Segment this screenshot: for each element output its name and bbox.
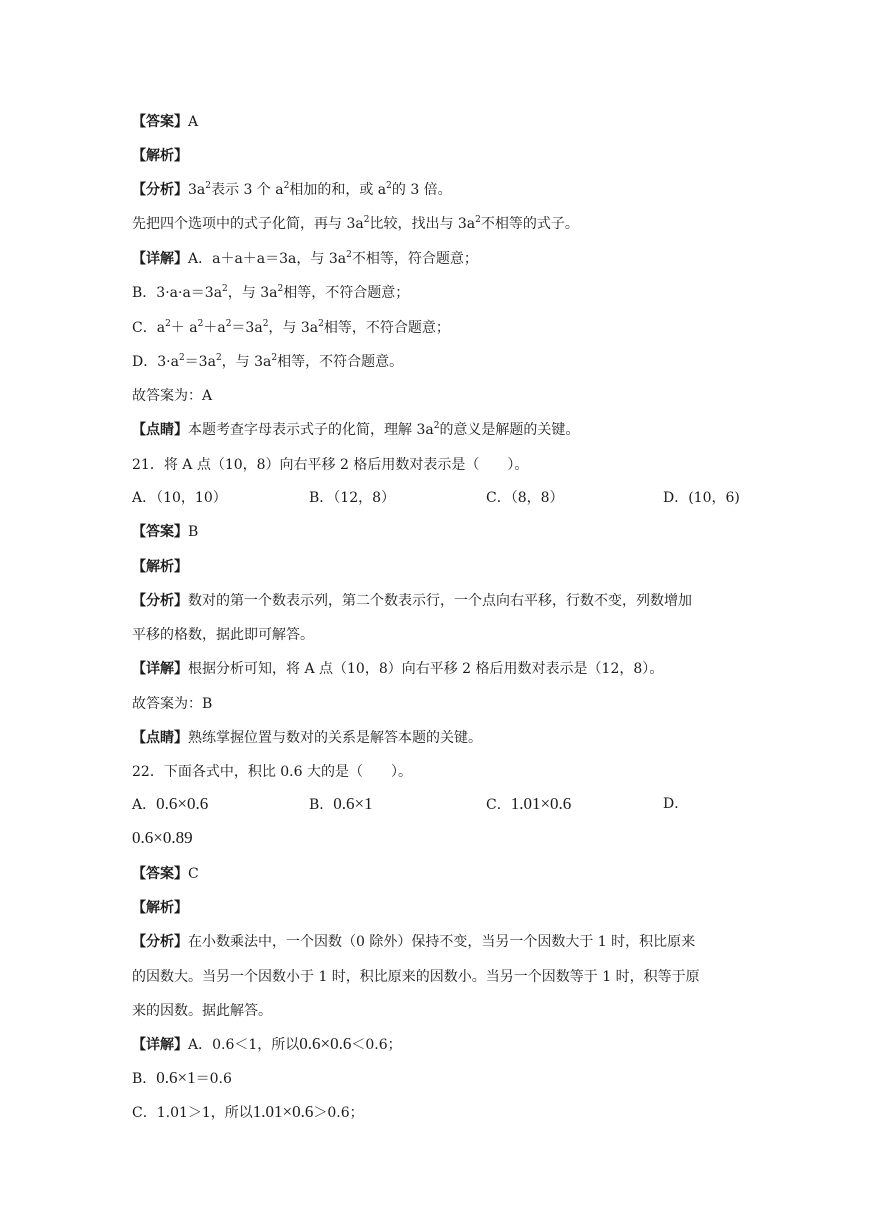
q21-fenxi-line-2: 平移的格数，据此即可解答。 (132, 627, 314, 643)
fenxi-label: 【分析】 (132, 593, 188, 609)
q20-fenxi-line: 【分析】$3a^2$表示 3 个 $a^2$相加的和，或 $a^2$的 3 倍。 (132, 181, 452, 198)
xiangjie-label: 【详解】 (132, 251, 188, 267)
xiangjie-label: 【详解】 (132, 661, 188, 677)
q22-detail-c: C．1.01＞1，所以1.01×0.6＞0.6； (132, 1102, 364, 1121)
q21-conclusion: 故答案为：B (132, 696, 213, 712)
q22-fenxi-line-3: 来的因数。据此解答。 (132, 1003, 272, 1019)
q20-detail-c: C．$a^2+ a^2+a^2=3a^2$，与 $3a^2$相等，不符合题意； (132, 319, 450, 336)
q22-fenxi-line: 【分析】在小数乘法中，一个因数（0 除外）保持不变，当另一个因数大于 1 时，积比原来 (132, 934, 696, 950)
q22-question: 22．下面各式中，积比 0.6 大的是（ ）。 (132, 764, 412, 780)
answer-value: B (188, 524, 199, 540)
q21-option-c: C．（8，8） (486, 490, 564, 506)
q22-fenxi-line-2: 的因数大。当另一个因数小于 1 时，积比原来的因数小。当另一个因数等于 1 时，积等于原 (132, 969, 700, 985)
answer-label: 【答案】 (132, 866, 188, 882)
math-expression: 0.6×1 (156, 1068, 196, 1087)
q20-conclusion: 故答案为：A (132, 388, 213, 404)
fenxi-label: 【分析】 (132, 182, 188, 198)
math-expression: 1.01×0.6 (252, 1102, 314, 1121)
q21-dianjing: 【点睛】熟练掌握位置与数对的关系是解答本题的关键。 (132, 730, 482, 746)
q21-detail: 【详解】根据分析可知，将 A 点（10，8）向右平移 2 格后用数对表示是（12，8）。 (132, 661, 664, 677)
q21-option-a: A．（10，10） (132, 490, 227, 506)
q22-analysis-label (132, 898, 188, 918)
q20-detail-b: B．$3\cdot a\cdot a=3a^2$，与 $3a^2$相等，不符合题意； (132, 284, 410, 301)
answer-value: A (188, 114, 199, 130)
q20-analysis-label (132, 146, 188, 166)
analysis-label: 【解析】 (132, 900, 188, 916)
q21-option-b: B．（12，8） (309, 490, 396, 506)
q22-option-b: B．0.6×1 (309, 794, 373, 813)
analysis-label: 【解析】 (132, 559, 188, 575)
q20-detail-d: D．$3\cdot a^2=3a^2$，与 $3a^2$相等，不符合题意。 (132, 353, 404, 370)
fenxi-label: 【分析】 (132, 934, 188, 950)
math-expression: 0.6×1 (333, 794, 373, 813)
q22-option-d-expr (132, 828, 193, 849)
math-expression: 0.6×0.6 (299, 1034, 352, 1053)
q20-dianjing: 【点睛】本题考查字母表示式子的化简，理解 $3a^2$的意义是解题的关键。 (132, 421, 580, 438)
answer-value: C (188, 866, 199, 882)
q22-detail-b: B．0.6×1＝0.6 (132, 1068, 232, 1087)
q21-question: 21．将 A 点（10，8）向右平移 2 格后用数对表示是（ ）。 (132, 457, 529, 473)
math-expression: 1.01×0.6 (510, 794, 572, 813)
q22-option-d-label: D． (663, 796, 689, 812)
q22-option-c: C．1.01×0.6 (486, 794, 572, 813)
answer-label: 【答案】 (132, 524, 188, 540)
answer-label: 【答案】 (132, 114, 188, 130)
q22-answer-line (132, 864, 199, 884)
dianjing-label: 【点睛】 (132, 422, 188, 438)
analysis-label: 【解析】 (132, 148, 188, 164)
q20-fenxi-line-2: 先把四个选项中的式子化简，再与 $3a^2$比较，找出与 $3a^2$不相等的式子。 (132, 215, 579, 232)
q21-option-d: D．(10，6) (663, 490, 740, 506)
q22-option-a: A．0.6×0.6 (132, 794, 209, 813)
q21-answer-line (132, 522, 198, 542)
q20-answer-line (132, 112, 198, 132)
math-expression: 0.6×0.89 (132, 828, 193, 847)
q22-detail-a: 【详解】A．0.6＜1，所以0.6×0.6＜0.6； (132, 1034, 402, 1053)
q21-fenxi-line: 【分析】数对的第一个数表示列，第二个数表示行，一个点向右平移，行数不变，列数增加 (132, 593, 692, 609)
math-expression: 0.6×0.6 (156, 794, 209, 813)
q20-detail-a: 【详解】A．a＋a＋a＝3a，与 $3a^2$不相等，符合题意； (132, 250, 478, 267)
dianjing-label: 【点睛】 (132, 730, 188, 746)
q21-analysis-label (132, 557, 188, 577)
xiangjie-label: 【详解】 (132, 1037, 188, 1053)
